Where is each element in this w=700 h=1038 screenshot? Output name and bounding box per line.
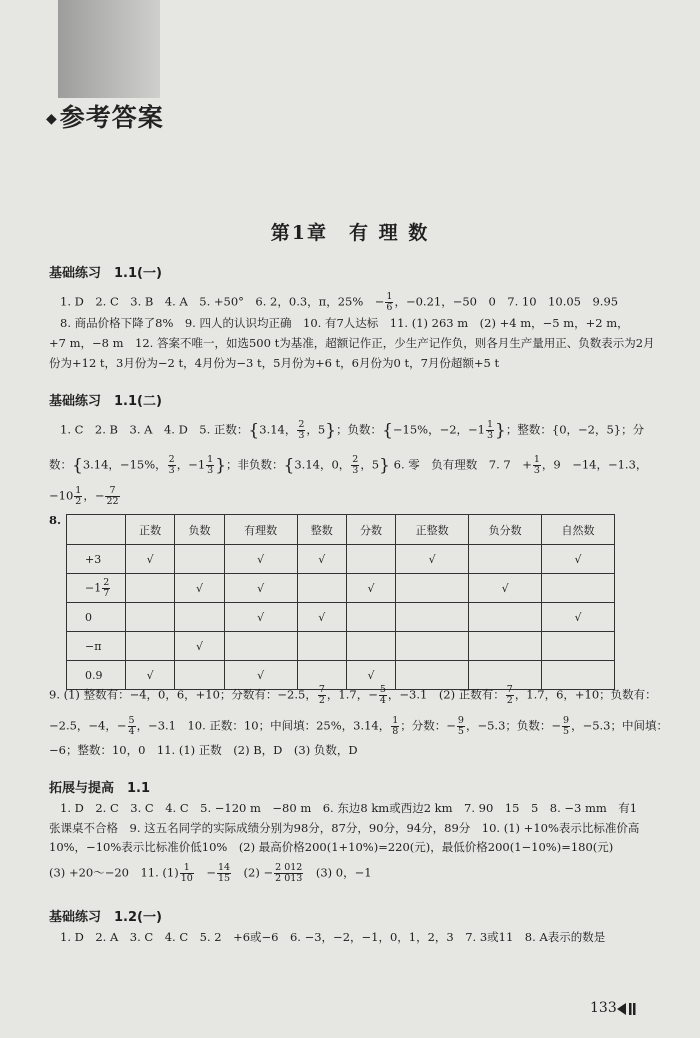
table-header-row <box>67 515 615 545</box>
column-header: 有理数 <box>224 515 297 545</box>
s2-line-1: 1. C 2. B 3. A 4. D 5. 正数：{3.14， $\frac{2}{3}$ ，5}；负数：{−15%，−2，−1 $\frac{1}{3}$ }；整数：{0，−2，5}；分 <box>60 419 645 441</box>
fraction: $\frac{1}{8}$ <box>392 715 399 737</box>
s1-line-4: 份为+12 t，3月份为−2 t，4月份为−3 t，5月份为+6 t，6月份为0 t，7月份超额+5 t <box>49 356 500 370</box>
fraction: $\frac{14}{15}$ <box>217 862 231 884</box>
s3-line-2: 张课桌不合格 9. 这五名同学的实际成绩分别为98分，87分，90分，94分，89分 10. (1) +10%表示比标准价高 <box>49 821 640 835</box>
fraction: $\frac{7}{2}$ <box>318 684 325 706</box>
table-cell <box>542 632 615 661</box>
checkmark-cell: √ <box>346 661 395 690</box>
checkmark-cell: √ <box>542 603 615 632</box>
s2-line-3: −10 $\frac{1}{2}$ ，− $\frac{7}{22}$ <box>49 485 119 507</box>
row-label: −π <box>67 632 126 661</box>
fraction: $\frac{5}{4}$ <box>379 684 386 706</box>
table-cell <box>469 632 542 661</box>
column-header: 负数 <box>175 515 224 545</box>
column-header: 正数 <box>126 515 175 545</box>
column-header: 整数 <box>297 515 346 545</box>
table-cell <box>396 574 469 603</box>
table-cell <box>175 603 224 632</box>
checkmark-cell: √ <box>224 545 297 574</box>
q9-line-2: −2.5，−4，− $\frac{5}{4}$ ，−3.1 10. 正数：10；中间填：25%，3.14， $\frac{1}{8}$ ；分数：− $\frac{9}{5}$ ，−5.3；负数：− $\frac{9}{5}$ ，−5.3；中间填： <box>49 715 669 737</box>
row-label: −1 $\frac{2}{7}$ <box>67 574 126 603</box>
fraction: $\frac{7}{2}$ <box>506 684 513 706</box>
fraction: $\frac{1}{3}$ <box>487 419 494 441</box>
section-heading-extension-1-1: 拓展与提高 1.1 <box>49 781 151 796</box>
s2-line-2: 数：{3.14，−15%， $\frac{2}{3}$ ，−1 $\frac{1}{3}$ }；非负数：{3.14，0， $\frac{2}{3}$ ，5} 6. 零 负有理数 7. 7 + $\frac{1}{3}$ ，9 −14，−1.3， <box>49 454 648 476</box>
column-header: 正整数 <box>396 515 469 545</box>
table-cell <box>396 632 469 661</box>
fraction: $\frac{2}{3}$ <box>298 419 305 441</box>
checkmark-cell: √ <box>126 661 175 690</box>
table-cell <box>346 603 395 632</box>
checkmark-cell: √ <box>224 574 297 603</box>
fraction: $\frac{2}{3}$ <box>168 454 175 476</box>
table-cell <box>175 545 224 574</box>
fraction: $\frac{2}{3}$ <box>352 454 359 476</box>
q9-line-1: 9. (1) 整数有：−4，0，6，+10；分数有：−2.5， $\frac{7}{2}$ ，1.7，− $\frac{5}{4}$ ，−3.1 (2) 正数有： $\frac{7}{2}$ ，1.7，6，+10；负数有： <box>49 684 657 706</box>
checkmark-cell: √ <box>542 545 615 574</box>
fraction: $\frac{2 012}{2 013}$ <box>275 862 303 884</box>
table-cell <box>469 603 542 632</box>
checkmark-cell: √ <box>224 661 297 690</box>
table-cell <box>126 632 175 661</box>
table-row <box>67 545 615 574</box>
fraction: $\frac{2}{7}$ <box>103 576 110 599</box>
fraction: $\frac{9}{5}$ <box>457 715 464 737</box>
answers-header <box>46 98 164 134</box>
s1-line-1: 1. D 2. C 3. B 4. A 5. +50° 6. 2，0.3，π，25% − $\frac{1}{6}$ ，−0.21，−50 0 7. 10 10.05 9.95 <box>60 291 619 313</box>
row-label: 0 <box>67 603 126 632</box>
checkmark-cell: √ <box>175 574 224 603</box>
s1-line-3: +7 m，−8 m 12. 答案不唯一，如选500 t为基准，超额记作正，少生产记作负，则各月生产量用正、负数表示为2月 <box>49 336 655 350</box>
checkmark-cell: √ <box>224 603 297 632</box>
checkmark-cell: √ <box>469 574 542 603</box>
table-cell <box>396 603 469 632</box>
s3-line-4: (3) +20～−20 11. (1) $\frac{1}{10}$ − $\frac{14}{15}$ (2) − $\frac{2 012}{2 013}$ (3) 0，−1 <box>49 862 372 884</box>
page-number: 133 <box>590 1000 617 1016</box>
table-cell <box>297 574 346 603</box>
fraction: $\frac{1}{3}$ <box>533 454 540 476</box>
table-cell <box>346 632 395 661</box>
fraction: $\frac{5}{4}$ <box>128 715 135 737</box>
fraction: $\frac{9}{5}$ <box>563 715 570 737</box>
table-row <box>67 603 615 632</box>
corner-tab <box>58 0 160 98</box>
fraction: $\frac{1}{2}$ <box>75 485 82 507</box>
checkmark-cell: √ <box>297 603 346 632</box>
row-label: +3 <box>67 545 126 574</box>
table-cell <box>126 574 175 603</box>
column-header: 自然数 <box>542 515 615 545</box>
table-cell <box>126 603 175 632</box>
fraction: $\frac{1}{3}$ <box>207 454 214 476</box>
table-cell <box>297 632 346 661</box>
s4-line-1: 1. D 2. A 3. C 4. C 5. 2 +6或−6 6. −3，−2，−1，0，1，2，3 7. 3或11 8. A表示的数是 <box>60 930 606 944</box>
table-cell <box>469 545 542 574</box>
table-corner-cell <box>67 515 126 545</box>
s1-line-2: 8. 商品价格下降了8% 9. 四人的认识均正确 10. 有7人达标 11. (1) 263 m (2) +4 m，−5 m，+2 m， <box>60 316 629 330</box>
q8-label: 8. <box>49 513 62 527</box>
checkmark-cell: √ <box>297 545 346 574</box>
number-classification-table <box>66 514 615 690</box>
s3-line-3: 10%，−10%表示比标准价低10% (2) 最高价格200(1+10%)=220(元)，最低价格200(1−10%)=180(元) <box>49 840 614 854</box>
row-label: 0.9 <box>67 661 126 690</box>
table-cell <box>542 574 615 603</box>
q9-line-3: −6；整数：10，0 11. (1) 正数 (2) B，D (3) 负数，D <box>49 743 358 757</box>
s3-line-1: 1. D 2. C 3. C 4. C 5. −120 m −80 m 6. 东边8 km或西边2 km 7. 90 15 5 8. −3 mm 有1 <box>60 801 638 815</box>
page-arrow-icon <box>617 1003 639 1015</box>
bullet-icon: ◆ <box>46 111 58 127</box>
column-header: 负分数 <box>469 515 542 545</box>
checkmark-cell: √ <box>346 574 395 603</box>
checkmark-cell: √ <box>396 545 469 574</box>
table-row <box>67 574 615 603</box>
section-heading-1-1-1: 基础练习 1.1(一) <box>49 266 162 281</box>
fraction: $\frac{1}{6}$ <box>386 291 393 313</box>
checkmark-cell: √ <box>175 632 224 661</box>
fraction: $\frac{7}{22}$ <box>106 485 119 507</box>
column-header: 分数 <box>346 515 395 545</box>
section-heading-1-1-2: 基础练习 1.1(二) <box>49 394 162 409</box>
section-heading-1-2-1: 基础练习 1.2(一) <box>49 910 162 925</box>
table-cell <box>224 632 297 661</box>
fraction: $\frac{1}{10}$ <box>180 862 193 884</box>
chapter-title: 第1章 有 理 数 <box>270 222 430 244</box>
table-cell <box>346 545 395 574</box>
header-title: 参考答案 <box>59 103 164 132</box>
table-row <box>67 632 615 661</box>
checkmark-cell: √ <box>126 545 175 574</box>
